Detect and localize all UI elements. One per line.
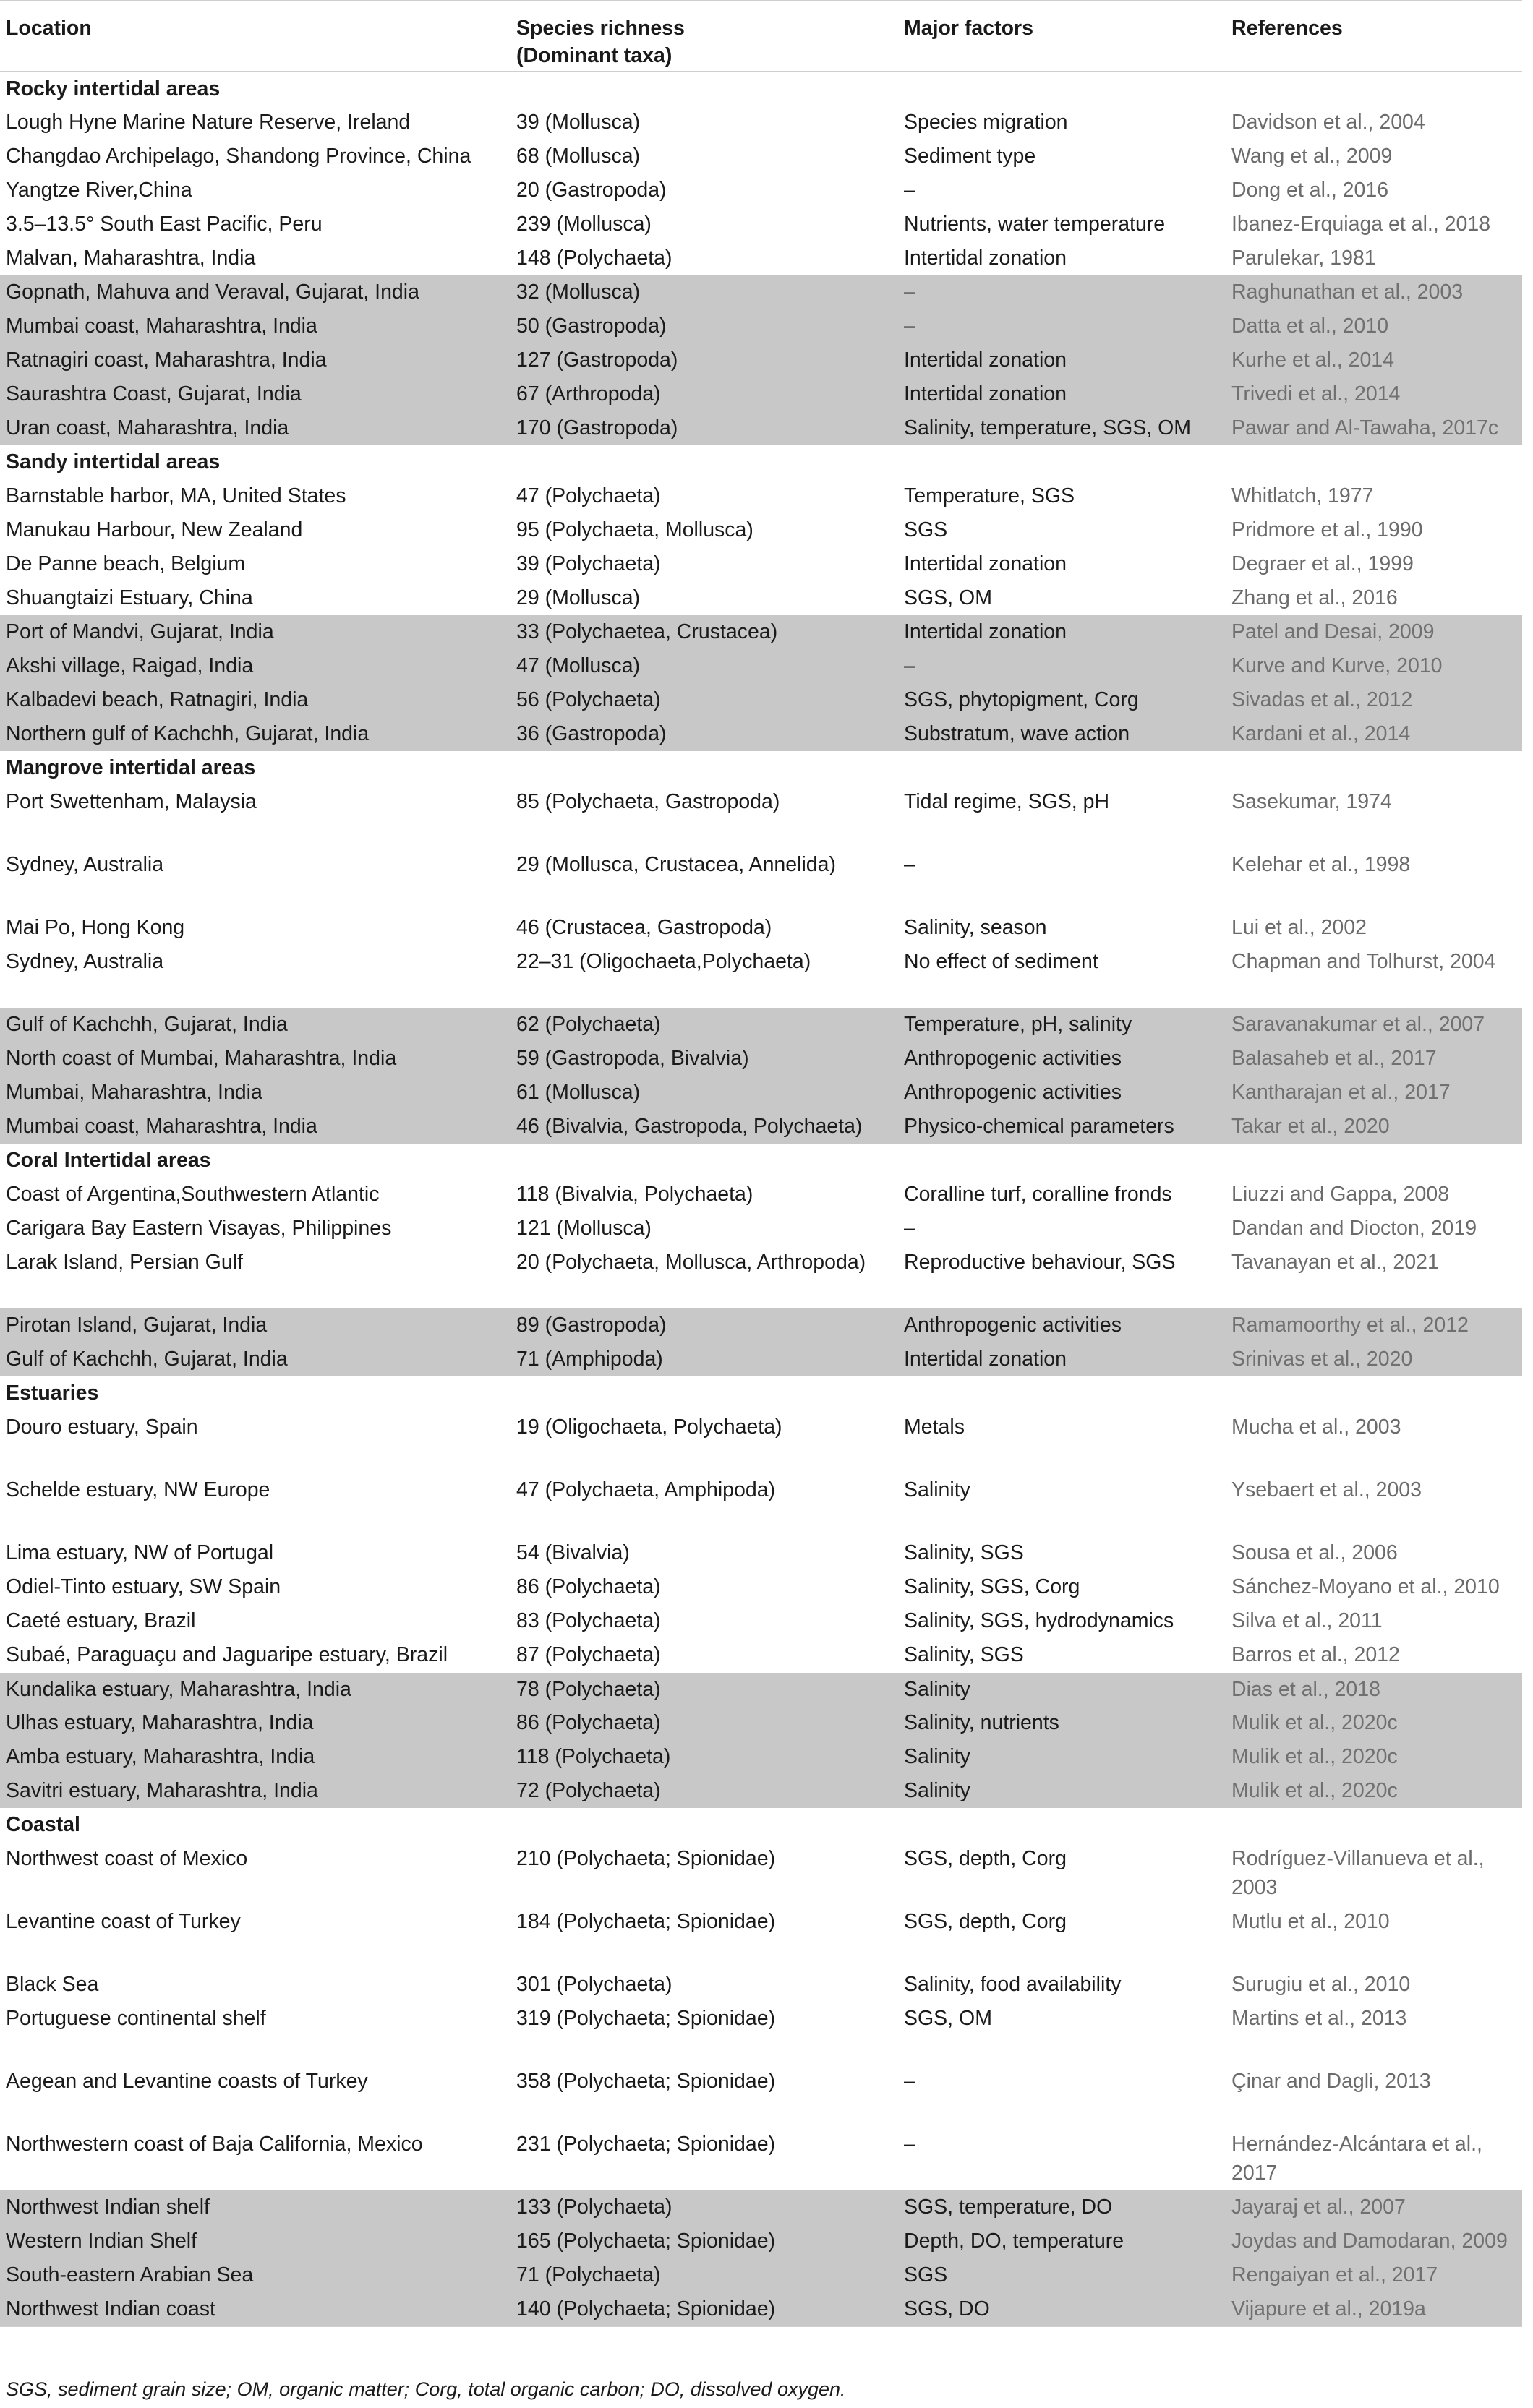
major-factors-cell: Salinity, food availability <box>904 1973 1122 1996</box>
species-richness-cell: 86 (Polychaeta) <box>516 1575 661 1598</box>
reference-cell: Pridmore et al., 1990 <box>1231 518 1423 541</box>
table-row <box>0 377 1522 411</box>
location-cell: Douro estuary, Spain <box>6 1415 198 1439</box>
reference-cell: Kelehar et al., 1998 <box>1231 853 1411 876</box>
reference-cell: Pawar and Al-Tawaha, 2017c <box>1226 411 1522 445</box>
location-cell: Coast of Argentina,Southwestern Atlantic <box>6 1183 380 1206</box>
major-factors-cell: Intertidal zonation <box>898 615 1226 649</box>
reference-cell: Kantharajan et al., 2017 <box>1226 1076 1522 1110</box>
major-factors-cell: SGS, depth, Corg <box>904 1910 1067 1933</box>
reference-cell: Datta et al., 2010 <box>1226 309 1522 343</box>
table-row <box>0 411 1522 445</box>
table-row <box>0 1410 1522 1473</box>
location-cell: Subaé, Paraguaçu and Jaguaripe estuary, Brazil <box>6 1643 448 1666</box>
table-row <box>0 1246 1522 1308</box>
location-cell: Amba estuary, Maharashtra, India <box>0 1740 511 1774</box>
reference-cell: Silva et al., 2011 <box>1231 1609 1383 1632</box>
location-cell: Levantine coast of Turkey <box>6 1910 241 1933</box>
major-factors-cell: Salinity, SGS, hydrodynamics <box>904 1609 1174 1632</box>
major-factors-cell: Metals <box>904 1415 965 1439</box>
reference-cell: Sánchez-Moyano et al., 2010 <box>1231 1575 1500 1598</box>
species-richness-cell: 127 (Gastropoda) <box>511 343 898 377</box>
reference-cell: Parulekar, 1981 <box>1231 247 1376 270</box>
species-richness-cell: 46 (Crustacea, Gastropoda) <box>516 916 772 939</box>
reference-cell: Kurve and Kurve, 2010 <box>1226 649 1522 683</box>
table-row <box>0 1604 1522 1638</box>
table-row <box>0 1842 1522 1905</box>
location-cell: Lough Hyne Marine Nature Reserve, Ireland <box>6 111 411 134</box>
major-factors-cell: SGS <box>904 518 948 541</box>
major-factors-cell: Physico-chemical parameters <box>898 1110 1226 1144</box>
location-cell: Barnstable harbor, MA, United States <box>6 484 346 507</box>
location-cell: Gulf of Kachchh, Gujarat, India <box>0 1008 511 1042</box>
section-title: Estuaries <box>6 1381 99 1405</box>
location-cell: Northwest coast of Mexico <box>6 1847 248 1870</box>
major-factors-cell: SGS, depth, Corg <box>904 1847 1067 1870</box>
section-title: Sandy intertidal areas <box>6 450 221 474</box>
header-species-richness <box>511 1 898 72</box>
table-row <box>0 1905 1522 1968</box>
major-factors-cell: Temperature, SGS <box>904 484 1075 507</box>
reference-cell: Kurhe et al., 2014 <box>1226 343 1522 377</box>
species-richness-cell: 86 (Polychaeta) <box>511 1706 898 1740</box>
major-factors-cell: Intertidal zonation <box>904 247 1067 270</box>
table-row <box>0 717 1522 751</box>
species-richness-cell: 62 (Polychaeta) <box>511 1008 898 1042</box>
major-factors-cell: Intertidal zonation <box>898 377 1226 411</box>
location-cell: Kundalika estuary, Maharashtra, India <box>0 1672 511 1706</box>
reference-cell: Vijapure et al., 2019a <box>1226 2292 1522 2326</box>
location-cell: South-eastern Arabian Sea <box>0 2258 511 2292</box>
species-richness-cell: 133 (Polychaeta) <box>511 2190 898 2224</box>
section-title: Rocky intertidal areas <box>6 77 221 100</box>
major-factors-cell: SGS <box>898 2258 1226 2292</box>
location-cell: Gopnath, Mahuva and Veraval, Gujarat, India <box>0 275 511 309</box>
reference-cell: Ysebaert et al., 2003 <box>1231 1478 1422 1501</box>
reference-cell: Wang et al., 2009 <box>1231 145 1393 168</box>
major-factors-cell: Salinity <box>898 1672 1226 1706</box>
major-factors-cell: Anthropogenic activities <box>898 1076 1226 1110</box>
major-factors-cell: Salinity, temperature, SGS, OM <box>898 411 1226 445</box>
location-cell: Black Sea <box>6 1973 99 1996</box>
species-richness-cell: 72 (Polychaeta) <box>511 1774 898 1808</box>
table-row <box>0 2224 1522 2258</box>
major-factors-cell: SGS, OM <box>904 586 992 609</box>
species-richness-cell: 61 (Mollusca) <box>511 1076 898 1110</box>
species-richness-cell: 33 (Polychaetea, Crustacea) <box>511 615 898 649</box>
species-richness-cell: 165 (Polychaeta; Spionidae) <box>511 2224 898 2258</box>
major-factors-cell: – <box>904 2070 915 2093</box>
table-row <box>0 1212 1522 1246</box>
species-richness-cell: 59 (Gastropoda, Bivalvia) <box>511 1042 898 1076</box>
table-row <box>0 581 1522 615</box>
major-factors-cell: No effect of sediment <box>904 950 1098 973</box>
species-richness-cell: 87 (Polychaeta) <box>516 1643 661 1666</box>
table-row <box>0 1473 1522 1536</box>
species-richness-cell: 19 (Oligochaeta, Polychaeta) <box>516 1415 782 1439</box>
location-cell: Ratnagiri coast, Maharashtra, India <box>0 343 511 377</box>
table-row <box>0 1008 1522 1042</box>
table-row <box>0 911 1522 945</box>
location-cell: Shuangtaizi Estuary, China <box>6 586 253 609</box>
reference-cell: Ibanez-Erquiaga et al., 2018 <box>1231 213 1491 236</box>
location-cell: Gulf of Kachchh, Gujarat, India <box>0 1342 511 1376</box>
location-cell: Mai Po, Hong Kong <box>6 916 185 939</box>
location-cell: Western Indian Shelf <box>0 2224 511 2258</box>
major-factors-cell: – <box>898 309 1226 343</box>
species-richness-cell: 56 (Polychaeta) <box>511 683 898 717</box>
table-row <box>0 615 1522 649</box>
location-cell: 3.5–13.5° South East Pacific, Peru <box>6 213 323 236</box>
location-cell: Mumbai coast, Maharashtra, India <box>0 1110 511 1144</box>
major-factors-cell: Anthropogenic activities <box>898 1042 1226 1076</box>
table-row <box>0 2002 1522 2065</box>
table-row <box>0 2128 1522 2190</box>
reference-cell: Sasekumar, 1974 <box>1231 790 1392 813</box>
reference-cell: Davidson et al., 2004 <box>1231 111 1425 134</box>
reference-cell: Joydas and Damodaran, 2009 <box>1226 2224 1522 2258</box>
reference-cell: Liuzzi and Gappa, 2008 <box>1231 1183 1450 1206</box>
table-row <box>0 1308 1522 1342</box>
location-cell: Northwestern coast of Baja California, Mexico <box>6 2133 423 2156</box>
species-richness-cell: 319 (Polychaeta; Spionidae) <box>516 2007 776 2030</box>
species-richness-cell: 68 (Mollusca) <box>516 145 641 168</box>
reference-cell: Surugiu et al., 2010 <box>1231 1973 1411 1996</box>
table-row <box>0 479 1522 513</box>
location-cell: Manukau Harbour, New Zealand <box>6 518 303 541</box>
major-factors-cell: – <box>898 275 1226 309</box>
location-cell: North coast of Mumbai, Maharashtra, India <box>0 1042 511 1076</box>
species-richness-cell: 32 (Mollusca) <box>511 275 898 309</box>
major-factors-cell: – <box>904 2133 915 2156</box>
major-factors-cell: Salinity, SGS, Corg <box>904 1575 1080 1598</box>
major-factors-cell: Salinity, SGS <box>904 1541 1024 1564</box>
location-cell: Kalbadevi beach, Ratnagiri, India <box>0 683 511 717</box>
location-cell: Port Swettenham, Malaysia <box>6 790 257 813</box>
table-row <box>0 1570 1522 1604</box>
reference-cell: Rodríguez-Villanueva et al., 2003 <box>1231 1847 1485 1899</box>
reference-cell: Dias et al., 2018 <box>1226 1672 1522 1706</box>
major-factors-cell: Substratum, wave action <box>898 717 1226 751</box>
species-richness-cell: 95 (Polychaeta, Mollusca) <box>516 518 753 541</box>
header-species-line1: Species richness <box>516 17 685 40</box>
reference-cell: Kardani et al., 2014 <box>1226 717 1522 751</box>
reference-cell: Raghunathan et al., 2003 <box>1226 275 1522 309</box>
species-richness-cell: 184 (Polychaeta; Spionidae) <box>516 1910 776 1933</box>
table-row <box>0 173 1522 207</box>
species-richness-cell: 47 (Polychaeta, Amphipoda) <box>516 1478 776 1501</box>
major-factors-cell: Sediment type <box>904 145 1036 168</box>
section-row <box>0 1808 1522 1842</box>
reference-cell: Zhang et al., 2016 <box>1231 586 1398 609</box>
major-factors-cell: – <box>904 1217 915 1240</box>
reference-cell: Chapman and Tolhurst, 2004 <box>1231 950 1496 973</box>
table-row <box>0 785 1522 848</box>
reference-cell: Çinar and Dagli, 2013 <box>1231 2070 1431 2093</box>
species-richness-cell: 29 (Mollusca, Crustacea, Annelida) <box>516 853 836 876</box>
reference-cell: Saravanakumar et al., 2007 <box>1226 1008 1522 1042</box>
reference-cell: Srinivas et al., 2020 <box>1226 1342 1522 1376</box>
table-row <box>0 1536 1522 1570</box>
header-references: References <box>1226 1 1522 72</box>
species-richness-cell: 50 (Gastropoda) <box>511 309 898 343</box>
species-richness-cell: 71 (Amphipoda) <box>511 1342 898 1376</box>
reference-cell: Tavanayan et al., 2021 <box>1231 1251 1439 1274</box>
major-factors-cell: SGS, OM <box>904 2007 992 2030</box>
location-cell: Lima estuary, NW of Portugal <box>6 1541 274 1564</box>
reference-cell: Jayaraj et al., 2007 <box>1226 2190 1522 2224</box>
reference-cell: Mucha et al., 2003 <box>1231 1415 1401 1439</box>
table-row <box>0 2258 1522 2292</box>
table-row <box>0 2065 1522 2128</box>
reference-cell: Rengaiyan et al., 2017 <box>1226 2258 1522 2292</box>
table-row <box>0 513 1522 547</box>
species-richness-cell: 148 (Polychaeta) <box>516 247 672 270</box>
location-cell: Akshi village, Raigad, India <box>0 649 511 683</box>
major-factors-cell: Anthropogenic activities <box>898 1308 1226 1342</box>
location-cell: Malvan, Maharashtra, India <box>6 247 256 270</box>
species-richness-cell: 239 (Mollusca) <box>516 213 652 236</box>
table-row <box>0 343 1522 377</box>
table-row <box>0 207 1522 241</box>
table-row <box>0 1638 1522 1672</box>
table-row <box>0 106 1522 140</box>
reference-cell: Martins et al., 2013 <box>1231 2007 1407 2030</box>
location-cell: Uran coast, Maharashtra, India <box>0 411 511 445</box>
table-row <box>0 945 1522 1008</box>
reference-cell: Whitlatch, 1977 <box>1231 484 1374 507</box>
major-factors-cell: – <box>898 649 1226 683</box>
species-richness-cell: 210 (Polychaeta; Spionidae) <box>516 1847 776 1870</box>
location-cell: Saurashtra Coast, Gujarat, India <box>0 377 511 411</box>
section-row <box>0 445 1522 479</box>
section-row <box>0 1144 1522 1178</box>
species-richness-cell: 22–31 (Oligochaeta,Polychaeta) <box>516 950 811 973</box>
species-richness-cell: 29 (Mollusca) <box>516 586 641 609</box>
location-cell: Sydney, Australia <box>6 853 164 876</box>
species-richness-cell: 85 (Polychaeta, Gastropoda) <box>516 790 780 813</box>
species-richness-cell: 36 (Gastropoda) <box>511 717 898 751</box>
species-richness-cell: 358 (Polychaeta; Spionidae) <box>516 2070 776 2093</box>
reference-cell: Mulik et al., 2020c <box>1226 1706 1522 1740</box>
header-major-factors: Major factors <box>898 1 1226 72</box>
table-row <box>0 1740 1522 1774</box>
major-factors-cell: Temperature, pH, salinity <box>898 1008 1226 1042</box>
location-cell: Larak Island, Persian Gulf <box>6 1251 243 1274</box>
reference-cell: Balasaheb et al., 2017 <box>1226 1042 1522 1076</box>
reference-cell: Degraer et al., 1999 <box>1231 552 1414 575</box>
table-row <box>0 241 1522 275</box>
species-richness-cell: 20 (Polychaeta, Mollusca, Arthropoda) <box>516 1251 866 1274</box>
reference-cell: Hernández-Alcántara et al., 2017 <box>1231 2133 1482 2185</box>
location-cell: Port of Mandvi, Gujarat, India <box>0 615 511 649</box>
location-cell: Savitri estuary, Maharashtra, India <box>0 1774 511 1808</box>
reference-cell: Mulik et al., 2020c <box>1226 1740 1522 1774</box>
species-richness-cell: 89 (Gastropoda) <box>511 1308 898 1342</box>
species-richness-cell: 20 (Gastropoda) <box>516 179 667 202</box>
species-richness-cell: 118 (Bivalvia, Polychaeta) <box>516 1183 753 1206</box>
species-richness-cell: 140 (Polychaeta; Spionidae) <box>511 2292 898 2326</box>
table-row <box>0 683 1522 717</box>
species-richness-cell: 46 (Bivalvia, Gastropoda, Polychaeta) <box>511 1110 898 1144</box>
major-factors-cell: Salinity, season <box>904 916 1047 939</box>
major-factors-cell: Reproductive behaviour, SGS <box>904 1251 1176 1274</box>
table-row <box>0 275 1522 309</box>
major-factors-cell: Salinity, nutrients <box>898 1706 1226 1740</box>
table-row <box>0 309 1522 343</box>
table-row <box>0 649 1522 683</box>
location-cell: Carigara Bay Eastern Visayas, Philippines <box>6 1217 392 1240</box>
major-factors-cell: Salinity <box>898 1740 1226 1774</box>
major-factors-cell: Nutrients, water temperature <box>904 213 1166 236</box>
species-richness-cell: 54 (Bivalvia) <box>516 1541 630 1564</box>
major-factors-cell: SGS, DO <box>898 2292 1226 2326</box>
reference-cell: Sousa et al., 2006 <box>1231 1541 1398 1564</box>
table-row <box>0 1968 1522 2002</box>
table-footnote: SGS, sediment grain size; OM, organic matter; Corg, total organic carbon; DO, dissolved oxygen. <box>6 2378 846 2400</box>
location-cell: Northern gulf of Kachchh, Gujarat, India <box>0 717 511 751</box>
location-cell: Pirotan Island, Gujarat, India <box>0 1308 511 1342</box>
table-row <box>0 1178 1522 1212</box>
location-cell: Mumbai coast, Maharashtra, India <box>0 309 511 343</box>
reference-cell: Barros et al., 2012 <box>1231 1643 1400 1666</box>
section-title: Mangrove intertidal areas <box>6 756 256 779</box>
location-cell: Caeté estuary, Brazil <box>6 1609 196 1632</box>
major-factors-cell: Intertidal zonation <box>898 343 1226 377</box>
location-cell: Sydney, Australia <box>6 950 164 973</box>
species-richness-cell: 118 (Polychaeta) <box>511 1740 898 1774</box>
location-cell: Portuguese continental shelf <box>6 2007 266 2030</box>
major-factors-cell: SGS, phytopigment, Corg <box>898 683 1226 717</box>
header-location: Location <box>0 1 511 72</box>
section-row <box>0 1376 1522 1410</box>
major-factors-cell: – <box>904 179 915 202</box>
species-richness-cell: 83 (Polychaeta) <box>516 1609 661 1632</box>
location-cell: Aegean and Levantine coasts of Turkey <box>6 2070 368 2093</box>
section-row <box>0 751 1522 785</box>
major-factors-cell: SGS, temperature, DO <box>898 2190 1226 2224</box>
location-cell: Changdao Archipelago, Shandong Province, China <box>6 145 471 168</box>
reference-cell: Takar et al., 2020 <box>1226 1110 1522 1144</box>
reference-cell: Mulik et al., 2020c <box>1226 1774 1522 1808</box>
table-row <box>0 1342 1522 1376</box>
major-factors-cell: Intertidal zonation <box>904 552 1067 575</box>
location-cell: De Panne beach, Belgium <box>6 552 246 575</box>
reference-cell: Trivedi et al., 2014 <box>1226 377 1522 411</box>
section-title: Coastal <box>6 1813 80 1836</box>
species-richness-cell: 39 (Polychaeta) <box>516 552 661 575</box>
major-factors-cell: Salinity <box>898 1774 1226 1808</box>
reference-cell: Patel and Desai, 2009 <box>1226 615 1522 649</box>
major-factors-cell: Species migration <box>904 111 1068 134</box>
reference-cell: Dong et al., 2016 <box>1231 179 1389 202</box>
major-factors-cell: – <box>904 853 915 876</box>
section-title: Coral Intertidal areas <box>6 1149 211 1172</box>
location-cell: Northwest Indian shelf <box>0 2190 511 2224</box>
header-species-line2: (Dominant taxa) <box>516 44 672 67</box>
species-richness-cell: 71 (Polychaeta) <box>511 2258 898 2292</box>
major-factors-cell: Salinity, SGS <box>904 1643 1024 1666</box>
major-factors-cell: Intertidal zonation <box>898 1342 1226 1376</box>
species-richness-cell: 231 (Polychaeta; Spionidae) <box>516 2133 776 2156</box>
location-cell: Northwest Indian coast <box>0 2292 511 2326</box>
table-row <box>0 547 1522 581</box>
table-row <box>0 848 1522 911</box>
reference-cell: Lui et al., 2002 <box>1231 916 1367 939</box>
species-richness-cell: 170 (Gastropoda) <box>511 411 898 445</box>
major-factors-cell: Depth, DO, temperature <box>898 2224 1226 2258</box>
location-cell: Ulhas estuary, Maharashtra, India <box>0 1706 511 1740</box>
table-row <box>0 2190 1522 2224</box>
major-factors-cell: Salinity <box>904 1478 970 1501</box>
table-row <box>0 1672 1522 1706</box>
table-row <box>0 1110 1522 1144</box>
table-row <box>0 1706 1522 1740</box>
reference-cell: Dandan and Diocton, 2019 <box>1231 1217 1477 1240</box>
section-row <box>0 72 1522 106</box>
reference-cell: Sivadas et al., 2012 <box>1226 683 1522 717</box>
species-richness-cell: 39 (Mollusca) <box>516 111 641 134</box>
major-factors-cell: Tidal regime, SGS, pH <box>904 790 1110 813</box>
table-row <box>0 1042 1522 1076</box>
reference-cell: Mutlu et al., 2010 <box>1231 1910 1390 1933</box>
species-richness-cell: 121 (Mollusca) <box>516 1217 652 1240</box>
table-header <box>0 1 1522 72</box>
species-richness-cell: 47 (Mollusca) <box>511 649 898 683</box>
location-cell: Schelde estuary, NW Europe <box>6 1478 270 1501</box>
table-row <box>0 1774 1522 1808</box>
species-richness-cell: 78 (Polychaeta) <box>511 1672 898 1706</box>
species-richness-cell: 301 (Polychaeta) <box>516 1973 672 1996</box>
table-row <box>0 2292 1522 2326</box>
header-row <box>0 1 1522 72</box>
reference-cell: Ramamoorthy et al., 2012 <box>1226 1308 1522 1342</box>
table-row <box>0 1076 1522 1110</box>
location-cell: Yangtze River,China <box>6 179 192 202</box>
species-richness-cell: 47 (Polychaeta) <box>516 484 661 507</box>
major-factors-cell: Coralline turf, coralline fronds <box>904 1183 1172 1206</box>
species-richness-cell: 67 (Arthropoda) <box>511 377 898 411</box>
table-row <box>0 140 1522 173</box>
location-cell: Mumbai, Maharashtra, India <box>0 1076 511 1110</box>
location-cell: Odiel-Tinto estuary, SW Spain <box>6 1575 281 1598</box>
table-body <box>0 72 1522 2326</box>
